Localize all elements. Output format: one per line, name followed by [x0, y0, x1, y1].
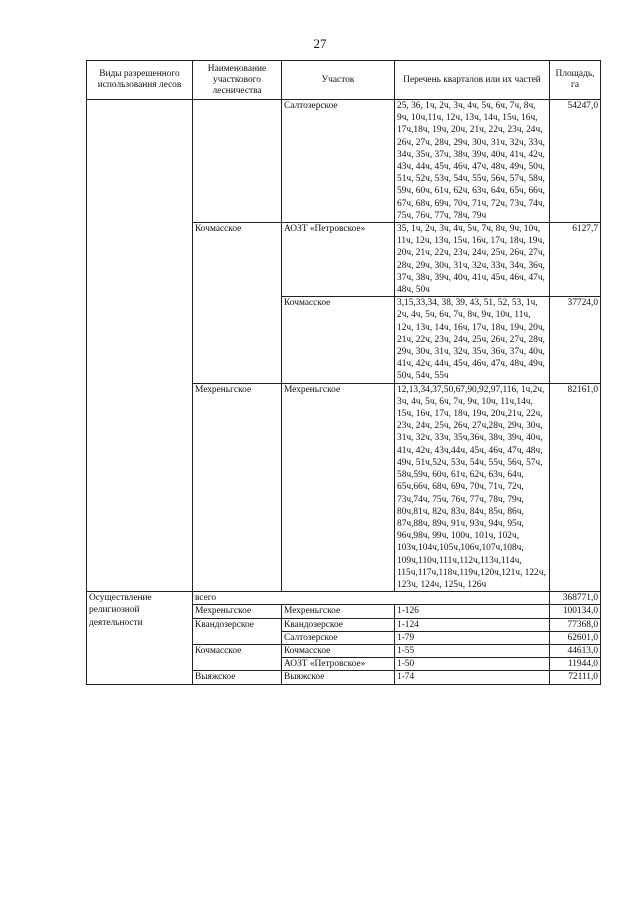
area-cell: 62601,0 — [550, 631, 601, 644]
area-cell: 72111,0 — [550, 671, 601, 684]
area-cell: 6127,7 — [550, 223, 601, 297]
plot-cell: Салтозерское — [282, 100, 395, 223]
plot-cell: АОЗТ «Петровское» — [282, 223, 395, 297]
plot-cell: Мехреньгское — [282, 383, 395, 591]
use-type-cell-empty — [87, 100, 193, 592]
area-cell: 77368,0 — [550, 618, 601, 631]
table-row — [87, 100, 601, 223]
header-plot: Участок — [282, 61, 395, 100]
header-use-type: Виды разрешенного использования лесов — [87, 61, 193, 100]
forestry-cell-empty — [193, 100, 282, 223]
plot-cell: Кочмасское — [282, 297, 395, 383]
quarters-cell: 1-124 — [395, 618, 550, 631]
forestry-cell: Квандозерское — [193, 618, 282, 644]
quarters-cell: 25, 36, 1ч, 2ч, 3ч, 4ч, 5ч, 6ч, 7ч, 8ч, 9ч, 10ч,11ч, 12ч, 13ч, 14ч, 15ч, 16ч, 17ч,18ч, 19ч, 20ч, 21ч, 22ч, 23ч, 24ч, 26ч, 27ч, 28ч, 29ч, 30ч, 31ч, 32ч, 33ч, 34ч, 35ч, 37ч, 38ч, 39ч, 40ч, 41ч, 42ч, 43ч, 44ч, 45ч, 46ч, 47ч, 48ч, 49ч, 50ч, 51ч, 52ч, 53ч, 54ч, 55ч, 56ч, 57ч, 58ч, 59ч, 60ч, 61ч, 62ч, 63ч, 64ч, 65ч, 66ч, 67ч, 68ч, 69ч, 70ч, 71ч, 72ч, 73ч, 74ч, 75ч, 76ч, 77ч, 78ч, 79ч — [395, 100, 550, 223]
area-cell: 44613,0 — [550, 644, 601, 657]
header-forestry: Наименование участкового лесничества — [193, 61, 282, 100]
total-label-cell: всего — [193, 592, 550, 605]
forest-use-table — [86, 60, 601, 685]
quarters-cell: 12,13,34,37,50,67,90,92,97,116, 1ч,2ч, 3ч, 4ч, 5ч, 6ч, 7ч, 9ч, 10ч, 11ч,14ч, 15ч, 16ч, 17ч, 18ч, 19ч, 20ч,21ч, 22ч, 23ч, 24ч, 25ч, 26ч, 27ч,28ч, 29ч, 30ч, 31ч, 32ч, 33ч, 35ч,36ч, 38ч, 39ч, 40ч, 41ч, 42ч, 43ч,44ч, 45ч, 46ч, 47ч, 48ч, 49ч, 51ч,52ч, 53ч, 54ч, 55ч, 56ч, 57ч, 58ч,59ч, 60ч, 61ч, 62ч, 63ч, 64ч, 65ч,66ч, 68ч, 69ч, 70ч, 71ч, 72ч, 73ч,74ч, 75ч, 76ч, 77ч, 78ч, 79ч, 80ч,81ч, 82ч, 83ч, 84ч, 85ч, 86ч, 87ч,88ч, 89ч, 91ч, 93ч, 94ч, 95ч, 96ч,98ч, 99ч, 100ч, 101ч, 102ч, 103ч,104ч,105ч,106ч,107ч,108ч, 109ч,110ч,111ч,112ч,113ч,114ч, 115ч,117ч,118ч,119ч,120ч,121ч, 122ч, 123ч, 124ч, 125ч, 126ч — [395, 383, 550, 591]
quarters-cell: 1-126 — [395, 605, 550, 618]
area-cell: 54247,0 — [550, 100, 601, 223]
forestry-cell: Кочмасское — [193, 644, 282, 670]
table-header-row — [87, 61, 601, 100]
plot-cell: Мехреньгское — [282, 605, 395, 618]
forestry-cell: Кочмасское — [193, 223, 282, 384]
plot-cell: Квандозерское — [282, 618, 395, 631]
page-number: 27 — [313, 36, 327, 51]
plot-cell: АОЗТ «Петровское» — [282, 658, 395, 671]
area-cell: 82161,0 — [550, 383, 601, 591]
quarters-cell: 1-74 — [395, 671, 550, 684]
quarters-cell: 1-79 — [395, 631, 550, 644]
area-cell: 100134,0 — [550, 605, 601, 618]
forestry-cell: Выяжское — [193, 671, 282, 684]
header-quarters: Перечень кварталов или их частей — [395, 61, 550, 100]
total-area-cell: 368771,0 — [550, 592, 601, 605]
area-cell: 37724,0 — [550, 297, 601, 383]
table-row — [87, 592, 601, 605]
forestry-cell: Мехреньгское — [193, 383, 282, 591]
quarters-cell: 1-55 — [395, 644, 550, 657]
plot-cell: Выяжское — [282, 671, 395, 684]
plot-cell: Салтозерское — [282, 631, 395, 644]
quarters-cell: 1-50 — [395, 658, 550, 671]
quarters-cell: 3,15,33,34, 38, 39, 43, 51, 52, 53, 1ч, 2ч, 4ч, 5ч, 6ч, 7ч, 8ч, 9ч, 10ч, 11ч, 12ч, 13ч, 14ч, 16ч, 17ч, 18ч, 19ч, 20ч, 21ч, 22ч, 23ч, 24ч, 25ч, 26ч, 27ч, 28ч, 29ч, 30ч, 31ч, 32ч, 35ч, 36ч, 37ч, 40ч, 41ч, 42ч, 44ч, 45ч, 46ч, 47ч, 48ч, 49ч, 50ч, 54ч, 55ч — [395, 297, 550, 383]
header-area: Площадь, га — [550, 61, 601, 100]
use-type-cell: Осуществление религиозной деятельности — [87, 592, 193, 684]
quarters-cell: 35, 1ч, 2ч, 3ч, 4ч, 5ч, 7ч, 8ч, 9ч, 10ч, 11ч, 12ч, 13ч, 15ч, 16ч, 17ч, 18ч, 19ч, 20ч, 21ч, 22ч, 23ч, 24ч, 25ч, 26ч, 27ч, 28ч, 29ч, 30ч, 31ч, 32ч, 33ч, 34ч, 36ч, 37ч, 38ч, 39ч, 40ч, 41ч, 45ч, 46ч, 47ч, 48ч, 50ч — [395, 223, 550, 297]
plot-cell: Кочмасское — [282, 644, 395, 657]
forestry-cell: Мехреньгское — [193, 605, 282, 618]
area-cell: 11944,0 — [550, 658, 601, 671]
